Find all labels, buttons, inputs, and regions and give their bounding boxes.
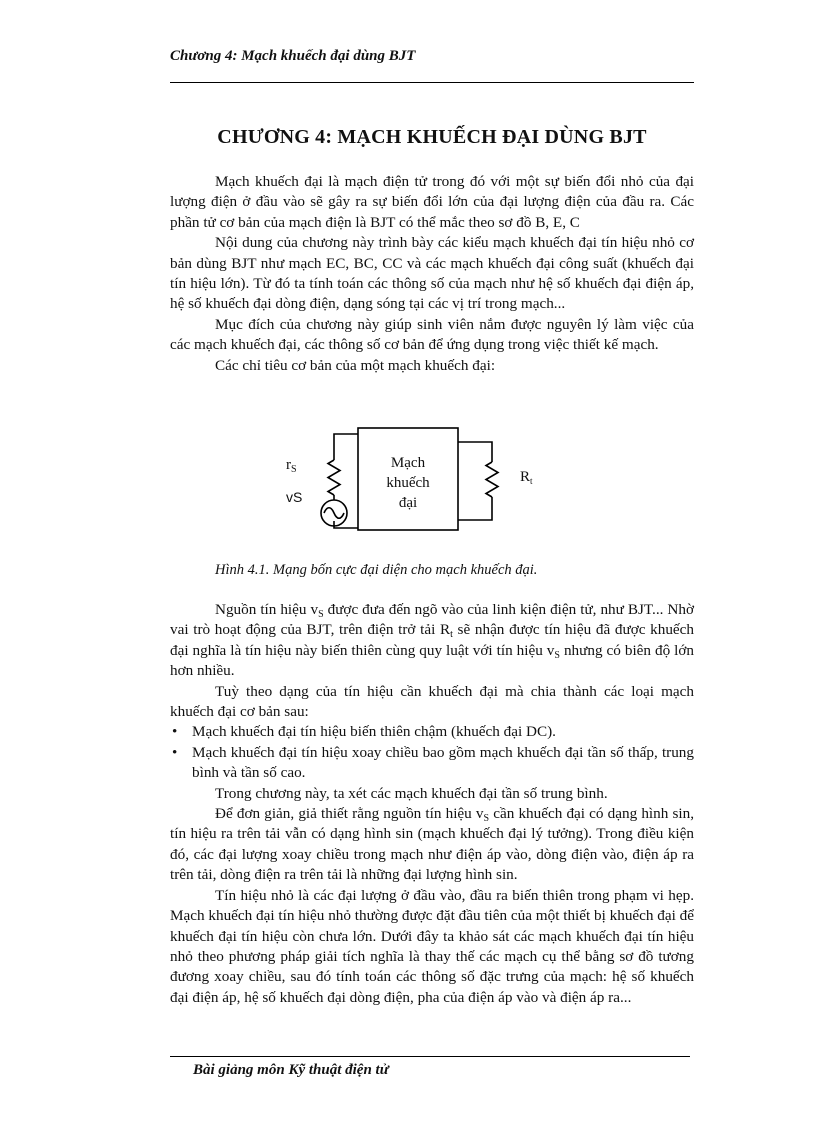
bullet-dot: • — [172, 743, 178, 761]
box-label-line2: khuếch — [386, 475, 430, 491]
small-signal-paragraph: Tín hiệu nhỏ là các đại lượng ở đầu vào, đầu ra biến thiên trong phạm vi hẹp. Mạch khuếch đại tín hiệu nhỏ thường được đặt đầu tiên của một thiết bị khuếch đại để khuếch đại tín hiệu còn chưa lớn. Dưới đây ta khảo sát các mạch khuếch đại tín hiệu nhỏ theo phương pháp giải tích nghĩa là thay thế các mạch cụ thể bằng sơ đồ tương đương xoay chiều, sau đó tính toán các thông số đặc trưng của mạch: hệ số khuếch đại điện áp, hệ số khuếch đại dòng điện, pha của điện áp vào và điện áp ra... — [170, 886, 694, 1006]
input-bottom-wire — [334, 521, 358, 528]
classification-paragraph: Tuỳ theo dạng của tín hiệu cần khuếch đại mà chia thành các loại mạch khuếch đại cơ bản sau: — [170, 682, 694, 721]
rs-label: $r_S$ — [286, 457, 297, 475]
sine-assumption-paragraph: Để đơn giản, giả thiết rằng nguồn tín hiệu $v_S$ cần khuếch đại có dạng hình sin, tín hiệu ra trên tải vẫn có dạng hình sin (mạch khuếch đại lý tưởng). Trong điều kiện đó, các đại lượng xoay chiều trong mạch như điện áp vào, dòng điện vào, điện áp ra trên tải, dòng điện ra trên tải là những đại lượng hình sin. — [170, 805, 694, 884]
output-bottom-wire — [458, 497, 492, 520]
bullet-dot: • — [172, 723, 178, 741]
box-label-line1: Mạch — [390, 455, 426, 471]
output-top-wire — [458, 442, 492, 462]
vs-label: vS — [286, 489, 303, 505]
bullet-item-2: • Mạch khuếch đại tín hiệu xoay chiều bao gồm mạch khuếch đại tần số thấp, trung bình và tần số cao. — [172, 743, 694, 782]
input-resistor-rs — [328, 460, 340, 495]
chapter-title: CHƯƠNG 4: MẠCH KHUẾCH ĐẠI DÙNG BJT — [217, 126, 647, 148]
box-label-line3: đại — [398, 495, 418, 511]
intro-paragraph-4: Các chỉ tiêu cơ bản của một mạch khuếch đại: — [215, 356, 496, 374]
signal-source-paragraph: Nguồn tín hiệu $v_S$ được đưa đến ngõ vào của linh kiện điện tử, như BJT... Nhờ vai trò hoạt động của BJT, trên điện trở tải $R_t$ sẽ nhận được tín hiệu đã được khuếch đại nghĩa là tín hiệu này biến thiên cùng quy luật với tín hiệu $v_S$ nhưng có biên độ lớn hơn nhiều. — [170, 601, 695, 680]
footer-rule — [170, 1056, 690, 1057]
bullet-item-1: • Mạch khuếch đại tín hiệu biến thiên chậm (khuếch đại DC). — [170, 722, 694, 742]
load-resistor-rt — [486, 462, 498, 497]
intro-paragraph-2: Nội dung của chương này trình bày các kiểu mạch khuếch đại tín hiệu nhỏ cơ bản dùng BJT như mạch EC, BC, CC và các mạch khuếch đại công suất (khuếch đại tín hiệu lớn). Từ đó ta tính toán các thông số của mạch như hệ số khuếch đại điện áp, hệ số khuếch đại dòng điện, dạng sóng tại các vị trí trong mạch... — [170, 234, 694, 313]
body-section — [170, 600, 694, 1008]
running-footer: Bài giảng môn Kỹ thuật điện tử — [193, 1062, 389, 1078]
intro-paragraph-1: Mạch khuếch đại là mạch điện tử trong đó với một sự biến đổi nhỏ của đại lượng điện ở đầu vào sẽ gây ra sự biến đổi lớn của đại lượng điện của đầu ra. Các phần tử cơ bản của mạch điện là BJT có thể mắc theo sơ đồ B, E, C — [170, 173, 694, 231]
figure-caption: Hình 4.1. Mạng bốn cực đại diện cho mạch khuếch đại. — [215, 562, 538, 578]
intro-paragraph-3: Mục đích của chương này giúp sinh viên nắm được nguyên lý làm việc của các mạch khuếch đại, các thông số cơ bản để ứng dụng trong việc thiết kế mạch. — [170, 315, 694, 354]
running-header: Chương 4: Mạch khuếch đại dùng BJT — [170, 48, 416, 64]
amplifier-circuit-diagram — [270, 420, 570, 532]
input-top-wire — [334, 434, 358, 460]
source-sine-wave — [324, 508, 344, 519]
scope-paragraph: Trong chương này, ta xét các mạch khuếch đại tần số trung bình. — [215, 784, 608, 802]
intro-section — [170, 172, 694, 376]
header-rule — [170, 82, 694, 83]
rt-label: $R_t$ — [520, 469, 533, 486]
